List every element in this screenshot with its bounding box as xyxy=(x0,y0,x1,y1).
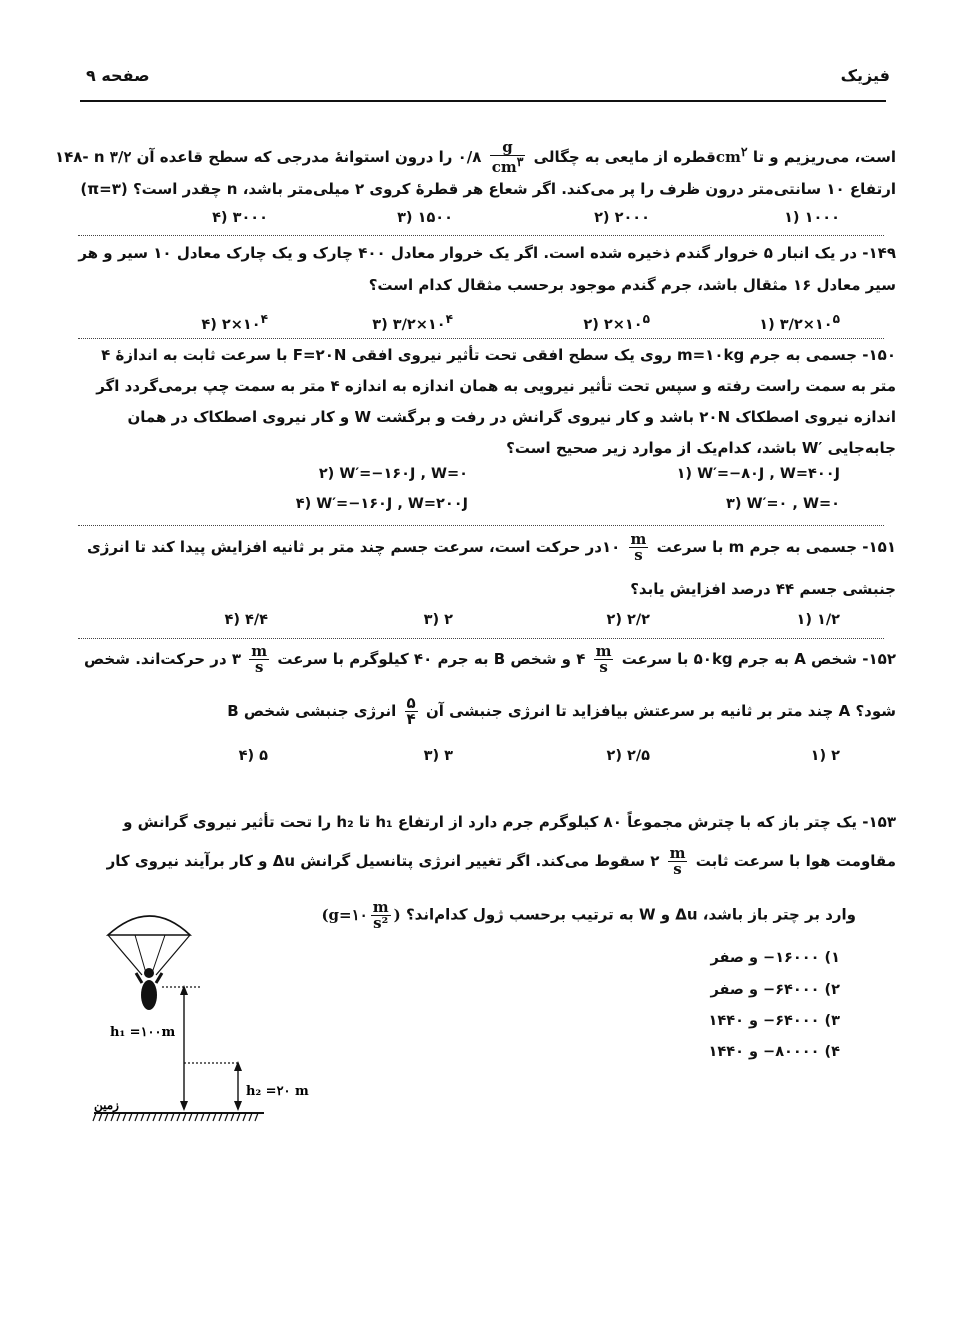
skydiver-head-icon xyxy=(144,968,154,978)
header-rule xyxy=(80,100,886,102)
q150-line1 xyxy=(101,346,896,364)
h1-arrow-down-icon xyxy=(180,1101,188,1111)
h2-label: h₂ =۲۰ m xyxy=(246,1084,309,1099)
q148-text-a: n قطره از مایعی به چگالی xyxy=(93,148,716,166)
q148-frac-num: g xyxy=(490,140,526,156)
q148-line1 xyxy=(55,140,896,175)
q152-option-2[interactable]: ۲) ۲/۵ xyxy=(606,748,650,764)
q153-line1 xyxy=(123,813,896,831)
q153-g-label: (g=۱۰ xyxy=(321,905,368,924)
q151-option-4[interactable]: ۴) ۴/۴ xyxy=(224,612,268,628)
q151-number: ۱۵۱- xyxy=(862,538,896,556)
ground-label: زمین xyxy=(94,1098,119,1112)
q149-option-2-sup: ۵ xyxy=(642,312,650,326)
q150-line4: جابه‌جایی ′W باشد، کدام‌یک از موارد زیر صحیح است؟ xyxy=(506,439,896,457)
parachute-line-inner-left xyxy=(135,935,146,973)
q149-option-4[interactable] xyxy=(201,312,268,333)
q153-text-2b: ۲ سقوط می‌کند. اگر تغییر انرژی پتانسیل گرانش Δu و کار برآیند نیروی کار xyxy=(106,852,660,870)
h2-arrow-up-icon xyxy=(234,1061,242,1071)
q148-text-b: ۰/۸ را درون استوانهٔ مدرجی که سطح قاعده آن xyxy=(136,148,482,166)
q153-g-fraction xyxy=(371,900,391,931)
q153-line3 xyxy=(321,900,856,931)
q153-g-frac-num: m xyxy=(372,898,389,916)
q148-density-fraction xyxy=(490,140,526,175)
q148-frac-den-sup: ۳ xyxy=(516,154,524,169)
q151-text-b: ۱۰در حرکت است، سرعت جسم چند متر بر ثانیه افزایش پیدا کند تا انرژی xyxy=(87,538,621,556)
q150-number: ۱۵۰- xyxy=(862,346,896,364)
q149-option-1-sup: ۵ xyxy=(832,312,840,326)
q149-option-1-text: ۱) ۳/۲×۱۰ xyxy=(759,316,833,333)
q152-frac2-den: s xyxy=(254,658,264,676)
q149-option-3-text: ۳) ۳/۲×۱۰ xyxy=(372,316,446,333)
parachute-canopy-icon xyxy=(108,916,190,935)
q152-frac1-den: s xyxy=(599,658,608,676)
skydiver-body-icon xyxy=(141,980,157,1010)
parachute-figure xyxy=(80,905,340,1130)
q148-option-2[interactable]: ۲) ۲۰۰۰ xyxy=(594,210,650,226)
q152-frac2-num: m xyxy=(251,642,268,660)
q152-text-a: شخص A به جرم ۵۰kg با سرعت xyxy=(621,650,858,668)
q151-text-a: جسمی به جرم m با سرعت xyxy=(656,538,858,556)
q152-text-2b: انرژی جنبشی شخص A شود؟ xyxy=(243,702,896,720)
q148-option-3[interactable]: ۳) ۱۵۰۰ xyxy=(397,210,453,226)
q148-text-d: است، می‌ریزیم و تا xyxy=(752,148,896,166)
q153-option-3[interactable]: ۳) ۶۴۰۰۰− و ۱۴۴۰ xyxy=(708,1013,840,1029)
q152-ratio-fraction xyxy=(405,696,418,727)
q153-frac-num: m xyxy=(669,844,686,862)
q148-divider xyxy=(78,235,884,236)
q150-option-3[interactable]: ۳) W′=۰ , W=۰ xyxy=(726,496,840,512)
q152-line2 xyxy=(227,696,896,727)
q149-option-3-sup: ۴ xyxy=(445,312,453,326)
q149-option-3[interactable] xyxy=(372,312,453,333)
q153-text-2a: مقاومت هوا با سرعت ثابت xyxy=(695,852,896,870)
q153-speed-fraction xyxy=(668,846,688,877)
q151-frac-den: s xyxy=(634,546,643,564)
q153-option-1[interactable]: ۱) ۱۶۰۰۰− و صفر xyxy=(710,950,840,966)
q151-line2: جنبشی جسم ۴۴ درصد افزایش یابد؟ xyxy=(630,580,896,598)
q153-line2 xyxy=(107,846,896,877)
q150-divider xyxy=(78,525,884,526)
q152-text-b: ۴ و شخص B به جرم ۴۰ کیلوگرم با سرعت xyxy=(277,650,586,668)
q150-line3: اندازه نیروی اصطکاک ۲۰N باشد و کار نیروی گرانش در رفت و برگشت W و کار نیروی اصطکاک در همان xyxy=(127,408,896,426)
q153-number: ۱۵۳- xyxy=(862,813,896,831)
q151-frac-num: m xyxy=(630,530,647,548)
q153-option-2[interactable]: ۲) ۶۴۰۰۰− و صفر xyxy=(710,982,840,998)
q152-line1 xyxy=(84,644,896,675)
q152-text-2a: B چند متر بر ثانیه بر سرعتش بیافزاید تا انرژی جنبشی آن xyxy=(227,702,834,720)
q152-frac3-den: ۴ xyxy=(406,710,416,728)
q150-option-1[interactable]: ۱) W′=−۸۰J , W=۴۰۰J xyxy=(676,466,840,482)
q151-option-1[interactable]: ۱) ۱/۲ xyxy=(796,612,840,628)
q153-g-frac-den: s² xyxy=(373,914,389,932)
q150-line2: متر به سمت راست رفته و سپس تحت تأثیر نیرویی به همان اندازه به اندازه ۴ متر به سمت چپ برمی‌گردد اگر xyxy=(96,377,896,395)
q153-option-4[interactable]: ۴) ۸۰۰۰۰− و ۱۴۴۰ xyxy=(708,1044,840,1060)
q152-frac1-num: m xyxy=(595,642,612,660)
q148-option-4[interactable]: ۴) ۳۰۰۰ xyxy=(212,210,268,226)
q149-option-2[interactable] xyxy=(583,312,650,333)
q148-option-1[interactable]: ۱) ۱۰۰۰ xyxy=(784,210,840,226)
q148-frac-den-text: cm xyxy=(491,158,517,176)
h1-label: h₁ =۱۰۰m xyxy=(110,1025,176,1040)
subject-title: فیزیک xyxy=(840,66,890,85)
q151-speed-fraction xyxy=(629,532,649,563)
q152-speed-b-fraction xyxy=(249,644,269,675)
q149-option-4-sup: ۴ xyxy=(260,312,268,326)
q149-number: ۱۴۹- xyxy=(862,244,896,262)
q149-line2: سیر معادل ۱۶ مثقال باشد، جرم گندم موجود برحسب مثقال کدام است؟ xyxy=(368,276,896,294)
q152-speed-a-fraction xyxy=(594,644,614,675)
q152-text-c: ۳ در حرکت‌اند. شخص xyxy=(83,650,242,668)
q151-line1 xyxy=(87,532,896,563)
q152-frac3-num: ۵ xyxy=(406,694,416,712)
q149-option-4-text: ۴) ۲×۱۰ xyxy=(201,316,261,333)
ground-hatch xyxy=(93,1113,258,1121)
h2-arrow-down-icon xyxy=(234,1101,242,1111)
q150-option-4[interactable]: ۴) W′=−۱۶۰J , W=۲۰۰J xyxy=(295,496,468,512)
q148-line2: ارتفاع ۱۰ سانتی‌متر درون ظرف را پر می‌کند. اگر شعاع هر قطرهٔ کروی ۲ میلی‌متر باشد، n چقدر است؟ (۳=π) xyxy=(80,180,896,198)
q152-option-4[interactable]: ۴) ۵ xyxy=(238,748,268,764)
q150-text-1: جسمی به جرم m=۱۰kg روی یک سطح افقی تحت تأثیر نیروی افقی F=۲۰N با سرعت ثابت به اندازهٔ ۴ xyxy=(101,346,858,364)
q149-divider xyxy=(78,338,884,339)
q151-option-3[interactable]: ۳) ۲ xyxy=(423,612,453,628)
q153-text-1: یک چتر باز که با چترش مجموعاً ۸۰ کیلوگرم جرم دارد از ارتفاع h₁ تا h₂ را تحت تأثیر نیروی گرانش و xyxy=(123,813,858,831)
q152-option-3[interactable]: ۳) ۳ xyxy=(423,748,453,764)
parachute-line-right xyxy=(156,935,190,975)
q151-option-2[interactable]: ۲) ۲/۲ xyxy=(606,612,650,628)
q149-option-2-text: ۲) ۲×۱۰ xyxy=(583,316,643,333)
q148-number: ۱۴۸- xyxy=(54,148,89,166)
q153-g-close: ) xyxy=(393,905,401,924)
q153-text-3: وارد بر چتر باز باشد، Δu و W به ترتیب برحسب ژول کدام‌اند؟ xyxy=(405,905,856,924)
q149-option-1[interactable] xyxy=(759,312,840,333)
q153-frac-den: s xyxy=(673,860,682,878)
q152-option-1[interactable]: ۱) ۲ xyxy=(810,748,840,764)
q151-divider xyxy=(78,638,884,639)
q148-area-sup: ۲ xyxy=(740,144,748,159)
q150-option-2[interactable]: ۲) W′=−۱۶۰J , W=۰ xyxy=(318,466,468,482)
q152-number: ۱۵۲- xyxy=(862,650,896,668)
q149-text-1: در یک انبار ۵ خروار گندم ذخیره شده است. اگر یک خروار معادل ۴۰۰ چارک و یک چارک معادل ۱۰ سیر و هر xyxy=(78,244,858,262)
page-number: صفحه ۹ xyxy=(86,66,150,85)
q148-frac-den xyxy=(490,156,526,175)
q149-line1 xyxy=(78,244,896,262)
q148-area: ۳/۲cm xyxy=(109,148,741,166)
